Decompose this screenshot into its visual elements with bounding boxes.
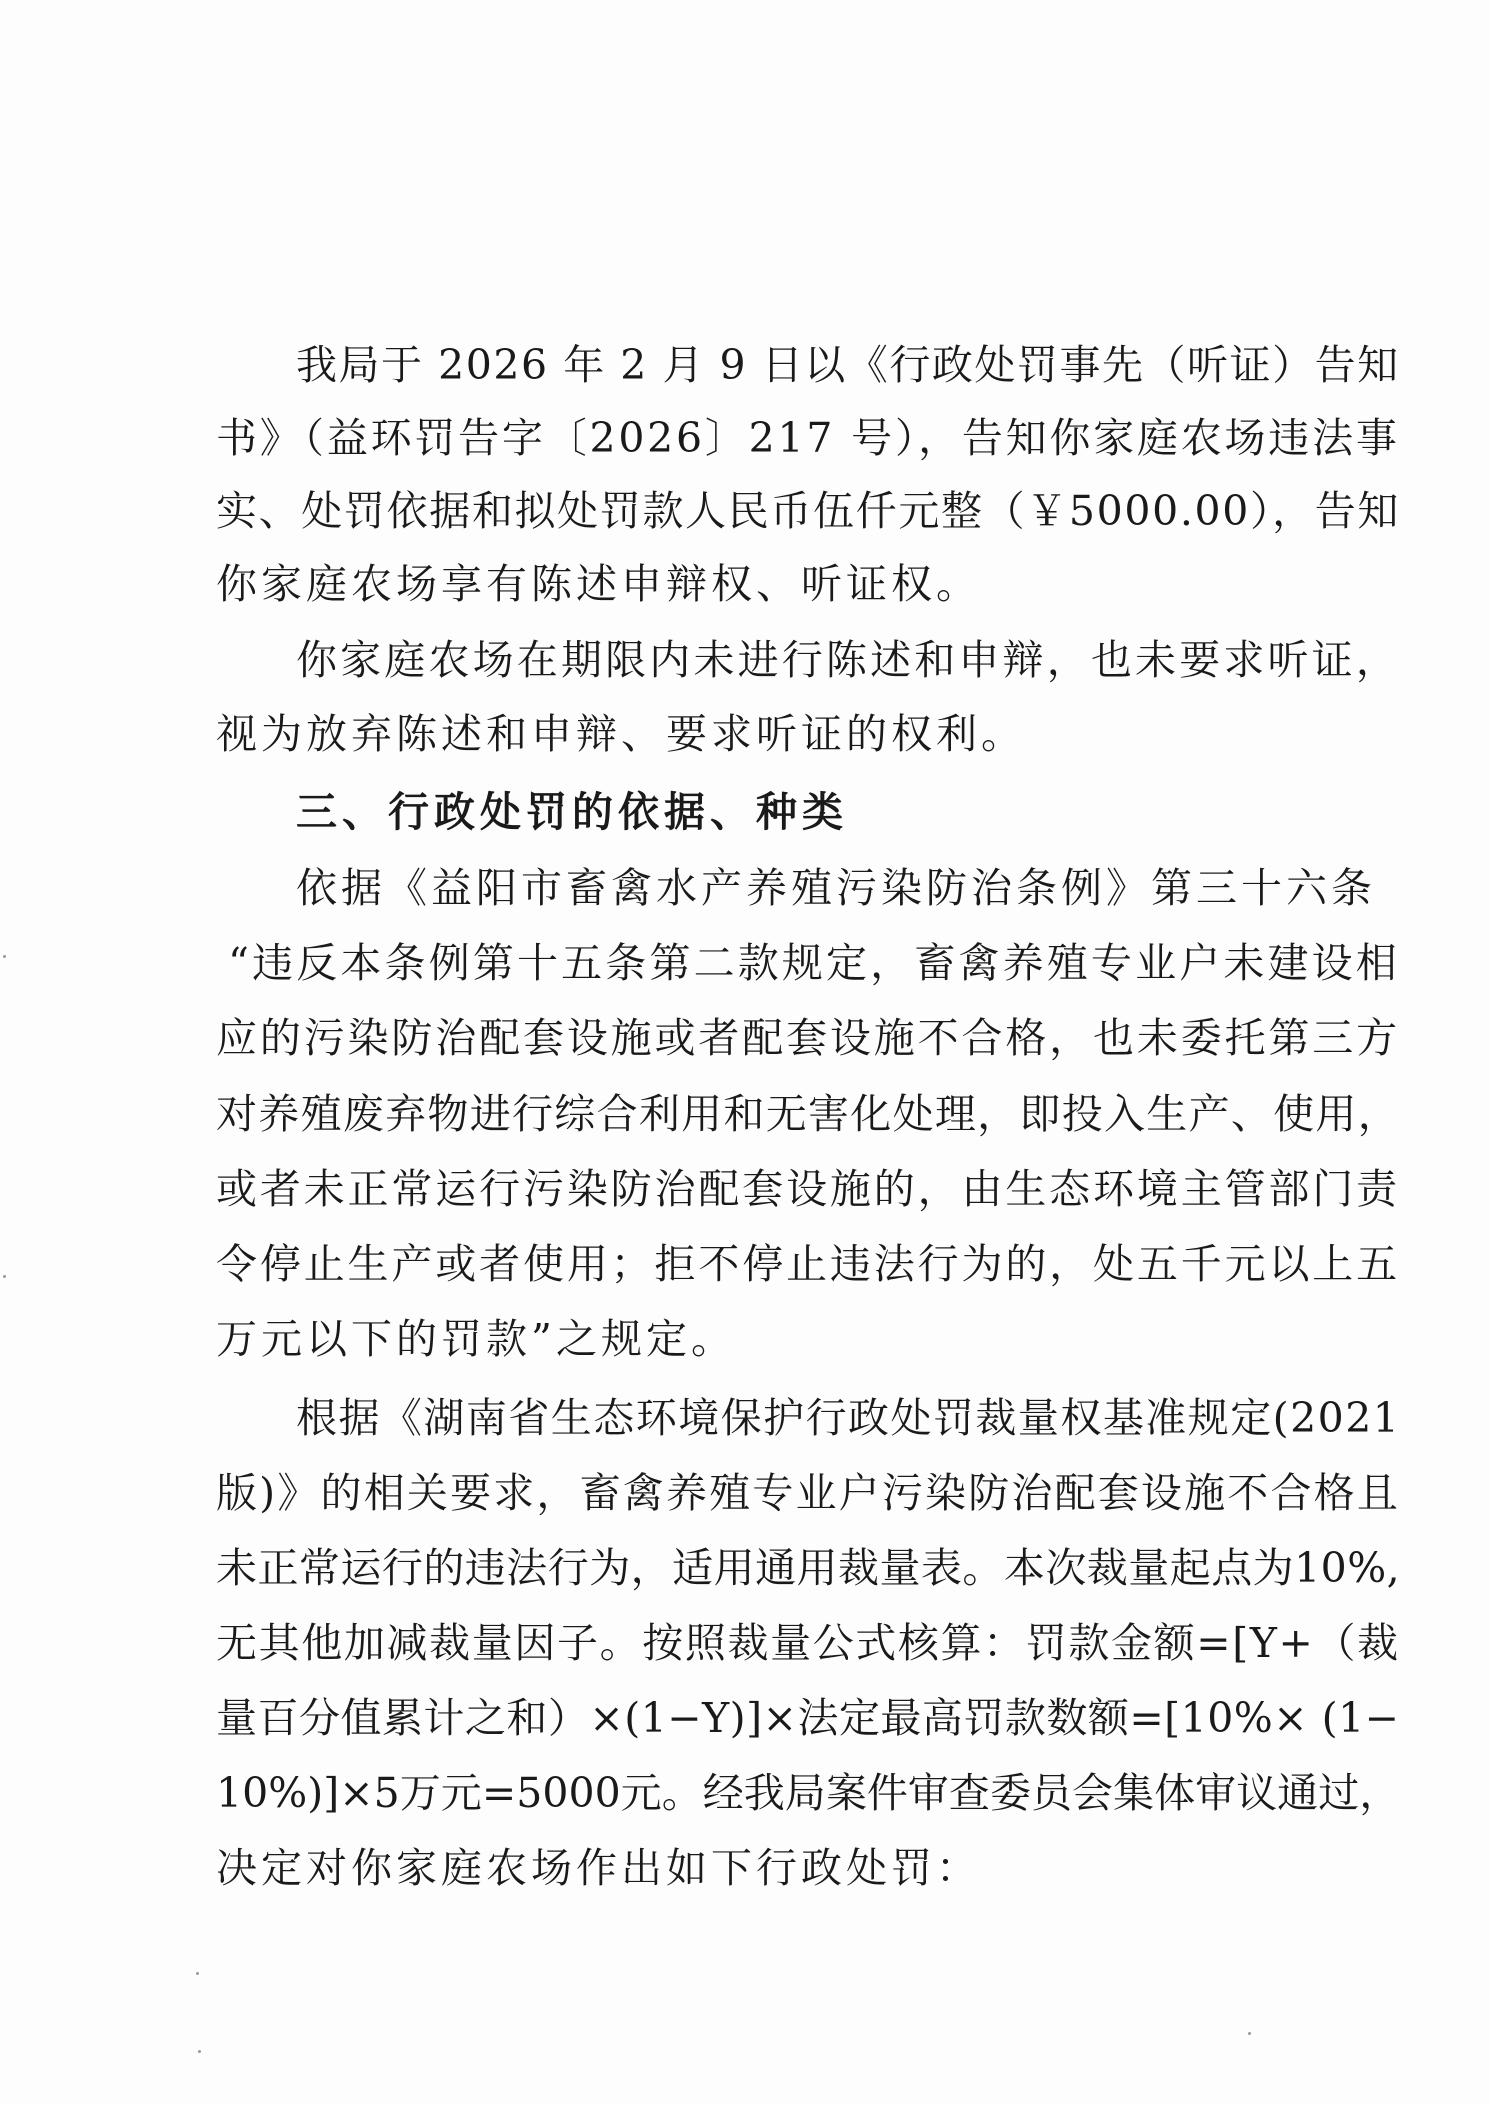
para3-line1: 依据《益阳市畜禽水产养殖污染防治条例》第三十六条 [296, 864, 1376, 912]
para1-line3: 实、处罚依据和拟处罚款人民币伍仟元整（￥5000.00），告知 [216, 487, 1401, 535]
para1-line2: 书》（益环罚告字〔2026〕217 号），告知你家庭农场违法事 [216, 414, 1400, 462]
para3-line2: “违反本条例第十五条第二款规定，畜禽养殖专业户未建设相 [228, 939, 1400, 987]
para4-line5: 量百分值累计之和）×(1−Y)]×法定最高罚款数额=[10%× (1− [216, 1694, 1400, 1742]
scan-speck [198, 2050, 201, 2053]
para4-line3: 未正常运行的违法行为，适用通用裁量表。本次裁量起点为10%, [216, 1544, 1401, 1592]
scan-speck [3, 1275, 6, 1278]
para4-line4: 无其他加减裁量因子。按照裁量公式核算：罚款金额=[Y+（裁 [216, 1619, 1400, 1667]
para4-line1: 根据《湖南省生态环境保护行政处罚裁量权基准规定(2021 [296, 1394, 1401, 1442]
section-heading-3: 三、行政处罚的依据、种类 [296, 788, 848, 836]
para2-line2: 视为放弃陈述和申辩、要求听证的权利。 [216, 710, 1026, 758]
para1-line4: 你家庭农场享有陈述申辩权、听证权。 [216, 560, 981, 608]
para4-line6: 10%)]×5万元=5000元。经我局案件审查委员会集体审议通过， [216, 1769, 1401, 1817]
para3-line6: 令停止生产或者使用；拒不停止违法行为的，处五千元以上五 [216, 1240, 1400, 1288]
para3-line3: 应的污染防治配套设施或者配套设施不合格，也未委托第三方 [216, 1014, 1400, 1062]
scan-speck [3, 955, 6, 958]
para3-line4: 对养殖废弃物进行综合利用和无害化处理，即投入生产、使用， [216, 1090, 1400, 1138]
para4-line7: 决定对你家庭农场作出如下行政处罚： [216, 1844, 981, 1892]
para4-line2: 版)》的相关要求，畜禽养殖专业户污染防治配套设施不合格且 [216, 1469, 1400, 1517]
para3-line7: 万元以下的罚款”之规定。 [216, 1315, 736, 1363]
para3-line5: 或者未正常运行污染防治配套设施的，由生态环境主管部门责 [216, 1165, 1400, 1213]
para2-line1: 你家庭农场在期限内未进行陈述和申辩，也未要求听证， [296, 636, 1400, 684]
para1-line1: 我局于 2026 年 2 月 9 日以《行政处罚事先（听证）告知 [296, 341, 1400, 389]
scan-speck [1248, 2032, 1251, 2035]
scan-speck [196, 1972, 199, 1975]
